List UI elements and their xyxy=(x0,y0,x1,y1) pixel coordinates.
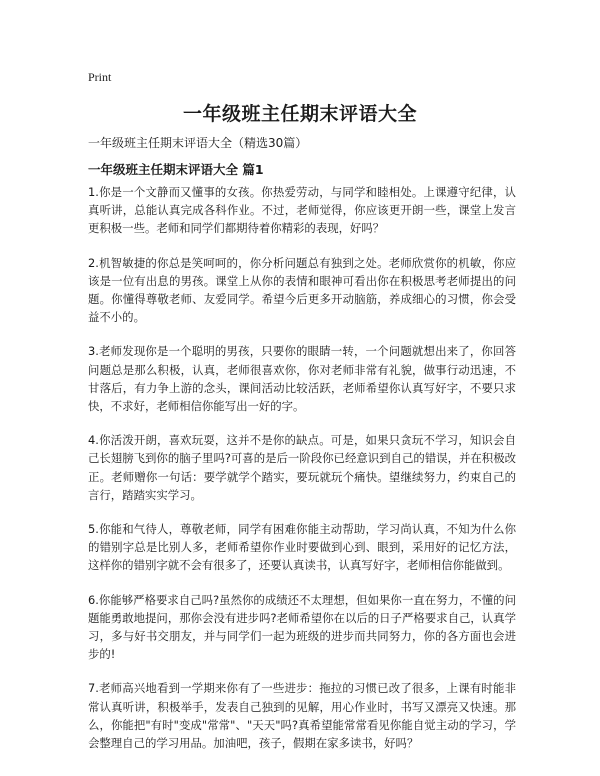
subtitle: 一年级班主任期末评语大全（精选30篇） xyxy=(88,136,308,150)
section-heading: 一年级班主任期末评语大全 篇1 xyxy=(88,162,264,177)
print-link[interactable]: Print xyxy=(88,70,112,84)
paragraph-5: 5.你能和气待人，尊敬老师，同学有困难你能主动帮助，学习尚认真，不知为什么你的错别字总是比别人多，老师希望你作业时要做到心到、眼到，采用好的记忆方法，这样你的错别字就不会有很多了，还要认真读书，认真写好字，老师相信你能做到。 xyxy=(88,522,516,573)
paragraph-2: 2.机智敏捷的你总是笑呵呵的，你分析问题总有独到之处。老师欣赏你的机敏，你应该是一位有出息的男孩。课堂上从你的表情和眼神可看出你在积极思考老师提出的问题。你懂得尊敬老师、友爱同学。希望今后更多开动脑筋，养成细心的习惯，你会受益不小的。 xyxy=(88,255,516,325)
paragraph-4: 4.你活泼开朗，喜欢玩耍，这并不是你的缺点。可是，如果只贪玩不学习，知识会自己长翅膀飞到你的脑子里吗?可喜的是后一阶段你已经意识到自己的错误，并在积极改正。老师赠你一句话：要学就学个踏实，要玩就玩个痛快。望继续努力，约束自己的言行，踏踏实实学习。 xyxy=(88,433,516,502)
page-title: 一年级班主任期末评语大全 xyxy=(182,103,417,125)
body-text xyxy=(88,183,516,768)
paragraph-1: 1.你是一个文静而又懂事的女孩。你热爱劳动，与同学和睦相处。上课遵守纪律，认真听讲，总能认真完成各科作业。不过，老师觉得，你应该更开朗一些，课堂上发言更积极一些。老师和同学们都期待着你精彩的表现，好吗？ xyxy=(88,185,516,236)
paragraph-7: 7.老师高兴地看到一学期来你有了一些进步：拖拉的习惯已改了很多，上课有时能非常认真听讲，积极举手，发表自己独到的见解，用心作业时，书写又漂亮又快速。那么，你能把"有时"变成"常常"、"天天"吗?真希望能常常看见你能自觉主动的学习，学会整理自己的学习用品。加油吧，孩子，假期在家多读书，好吗？ xyxy=(88,681,516,751)
paragraph-3: 3.老师发现你是一个聪明的男孩，只要你的眼睛一转，一个问题就想出来了，你回答问题总是那么积极，认真，老师很喜欢你，你对老师非常有礼貌，做事行动迅速，不甘落后，有力争上游的念头，课间活动比较活跃，老师希望你认真写好字，不要只求快，不求好，老师相信你能写出一好的字。 xyxy=(88,344,516,414)
paragraph-6: 6.你能够严格要求自己吗?虽然你的成绩还不太理想，但如果你一直在努力，不懂的问题能勇敢地提问，那你会没有进步吗?老师希望你在以后的日子严格要求自己，认真学习，多与好书交朋友，并与同学们一起为班级的进步而共同努力，你的各方面也会进步的! xyxy=(88,592,516,662)
